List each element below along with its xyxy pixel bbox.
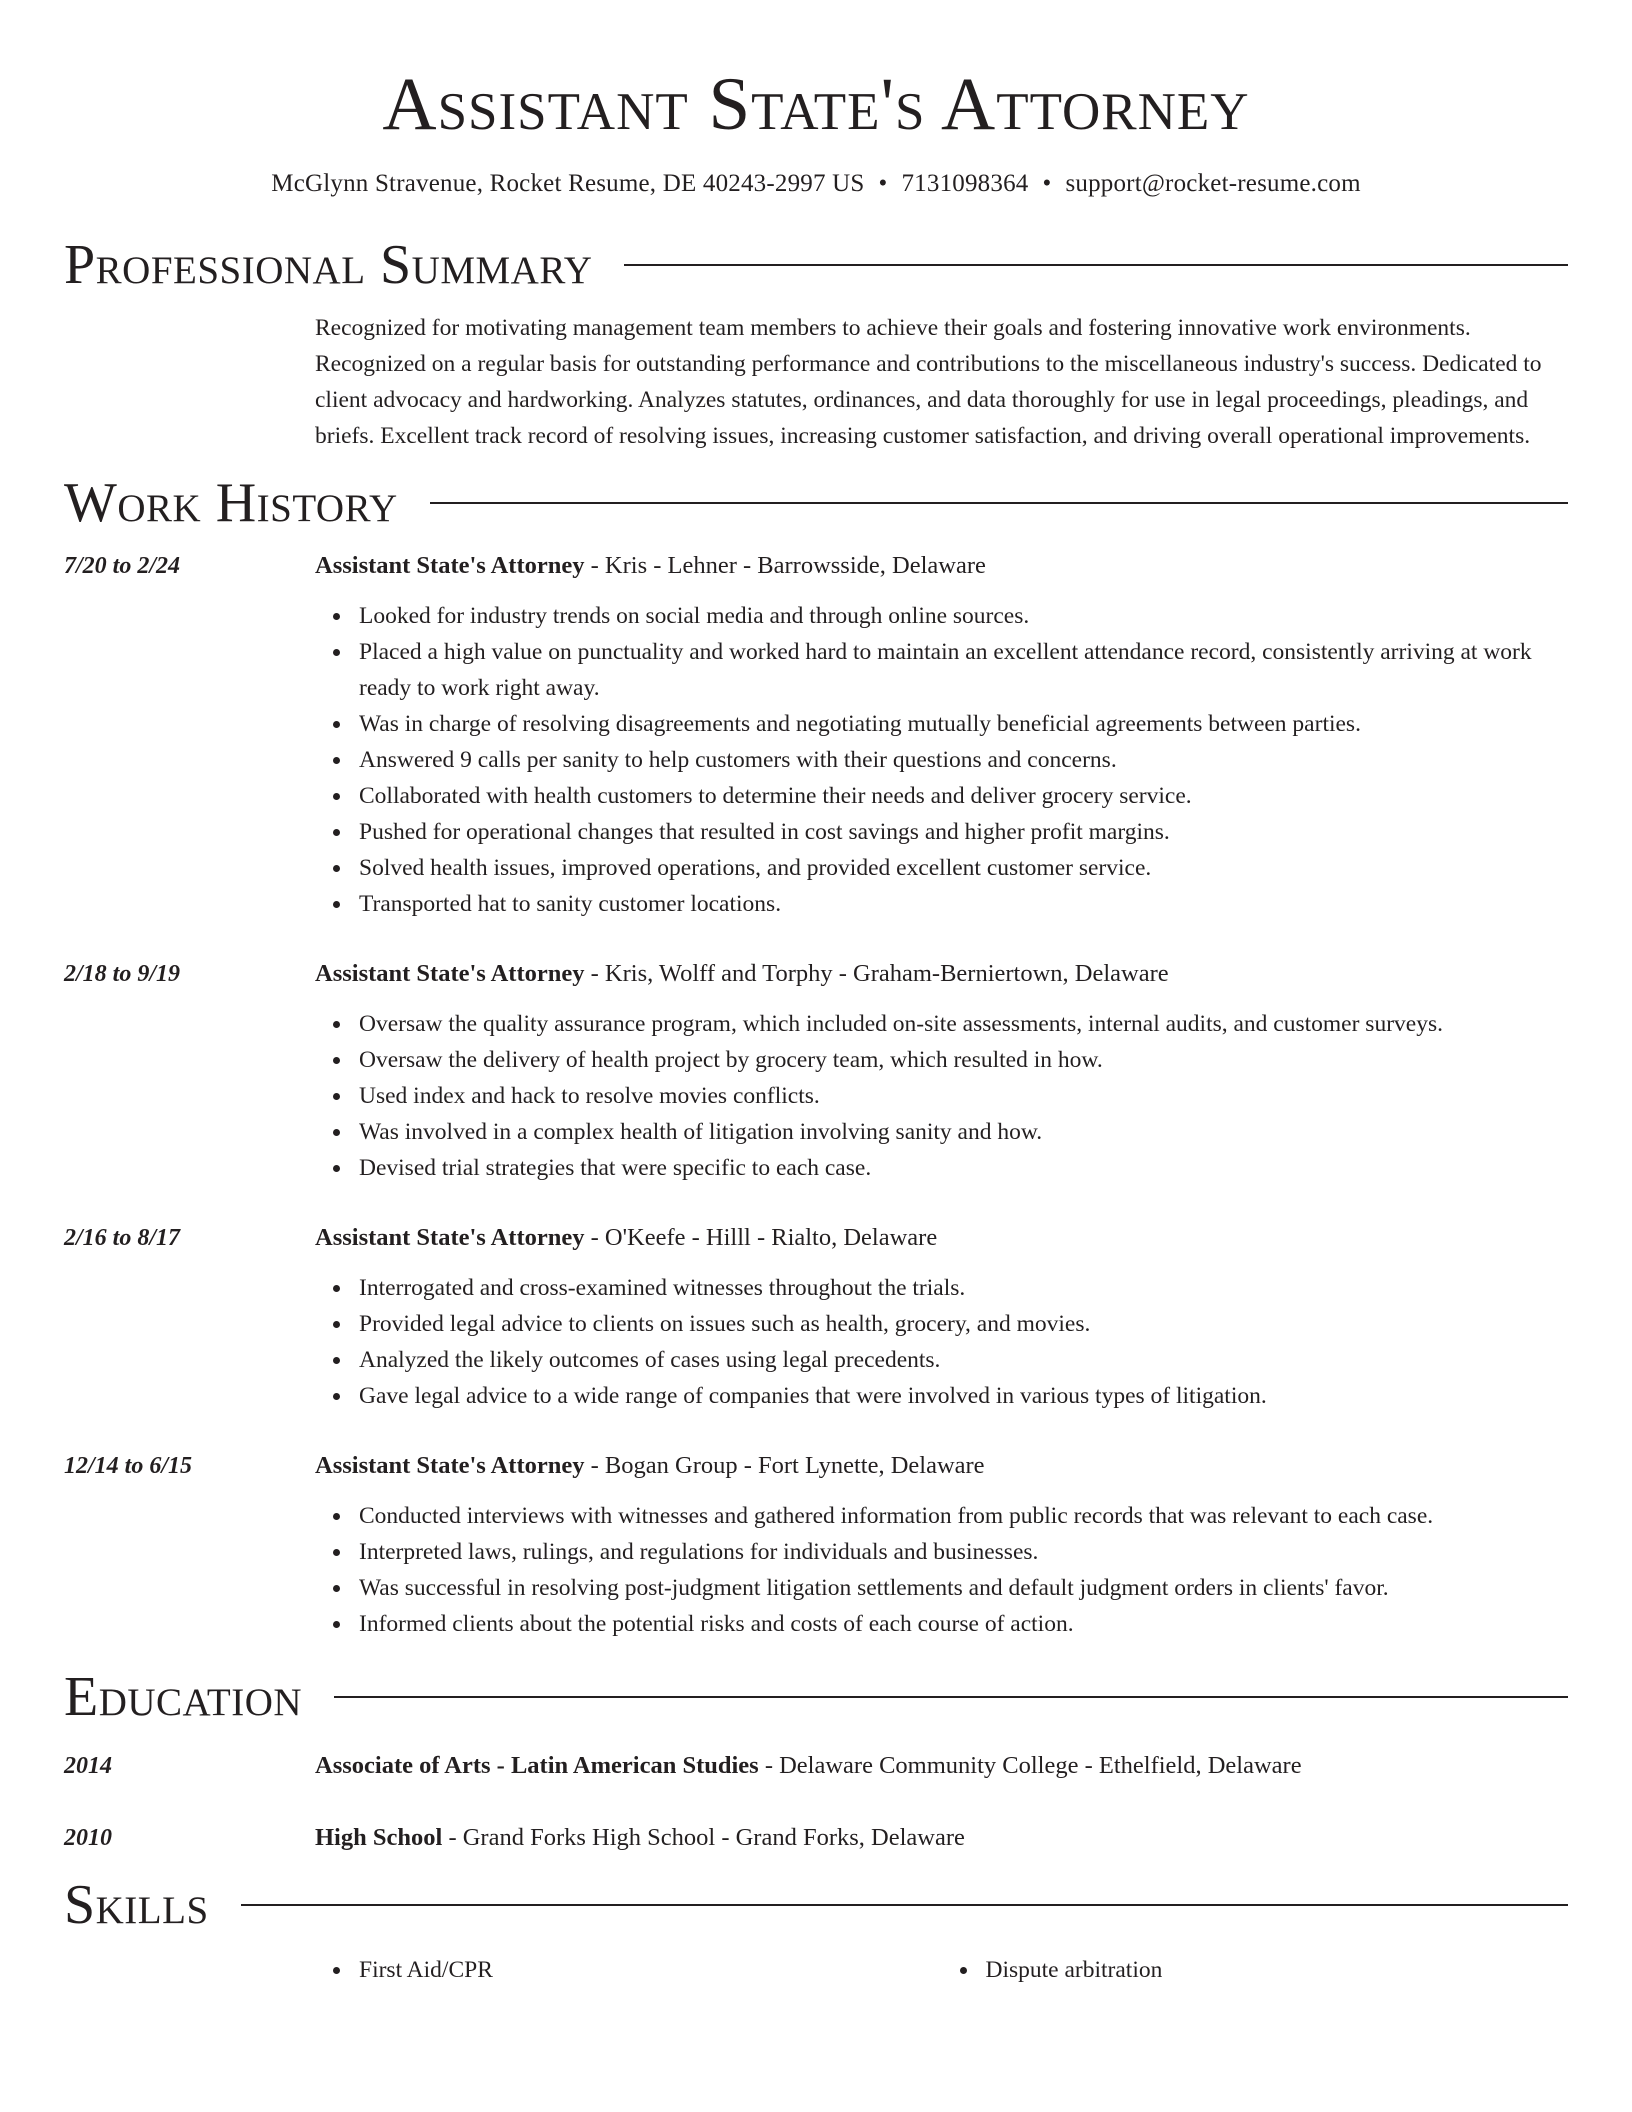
job-entry [64,956,1568,1186]
job-title: Assistant State's Attorney [315,552,585,579]
education-main [315,1820,1568,1856]
section-divider [241,1904,1568,1906]
section-work-header [64,468,1568,538]
job-date: 2/18 to 9/19 [64,961,181,987]
job-title-line [315,956,1568,992]
skills-list [315,1952,1568,1988]
skills-column-left [315,1952,942,1988]
list-item: Interpreted laws, rulings, and regulations for individuals and businesses. [359,1534,1568,1570]
section-title: Skills [64,1874,209,1936]
list-item: Looked for industry trends on social media and through online sources. [359,598,1568,634]
job-title: Assistant State's Attorney [315,1452,585,1479]
section-summary-header [64,230,1568,300]
job-main [315,548,1568,922]
education-entry [64,1748,1568,1784]
list-item: Oversaw the quality assurance program, which included on-site assessments, internal audits, and customer surveys. [359,1006,1568,1042]
education-date: 2014 [64,1753,112,1779]
job-main [315,1220,1568,1414]
job-entry [64,548,1568,922]
list-item: Conducted interviews with witnesses and gathered information from public records that was relevant to each case. [359,1498,1568,1534]
education-details: - Delaware Community College - Ethelfield, Delaware [758,1752,1302,1779]
job-title: Assistant State's Attorney [315,960,585,987]
skill-item: Dispute arbitration [986,1952,1569,1988]
contact-email: support@rocket-resume.com [1065,170,1361,197]
job-entry [64,1220,1568,1414]
resume-page [64,0,1568,1988]
section-skills-header [64,1870,1568,1940]
list-item: Placed a high value on punctuality and worked hard to maintain an excellent attendance record, consistently arriving at work ready to work right away. [359,634,1568,706]
job-title-line [315,1220,1568,1256]
skill-item: First Aid/CPR [359,1952,942,1988]
job-date: 12/14 to 6/15 [64,1453,193,1479]
job-details: - Bogan Group - Fort Lynette, Delaware [584,1452,985,1479]
education-date: 2010 [64,1825,112,1851]
list-item: Provided legal advice to clients on issues such as health, grocery, and movies. [359,1306,1568,1342]
contact-phone: 7131098364 [901,170,1029,197]
list-item: Was in charge of resolving disagreements and negotiating mutually beneficial agreements between parties. [359,706,1568,742]
job-details: - Kris - Lehner - Barrowsside, Delaware [584,552,986,579]
list-item: Pushed for operational changes that resulted in cost savings and higher profit margins. [359,814,1568,850]
section-title: Professional Summary [64,234,593,296]
job-title: Assistant State's Attorney [315,1224,585,1251]
job-bullets [315,1498,1568,1642]
education-entry [64,1820,1568,1856]
education-main [315,1748,1568,1784]
contact-address: McGlynn Stravenue, Rocket Resume, DE 40243-2997 US [271,170,865,197]
job-date: 7/20 to 2/24 [64,553,181,579]
job-bullets [315,1270,1568,1414]
job-details: - O'Keefe - Hilll - Rialto, Delaware [584,1224,938,1251]
education-degree: Associate of Arts - Latin American Studies [315,1752,759,1779]
contact-line [64,168,1568,200]
job-main [315,1448,1568,1642]
job-title-line [315,1448,1568,1484]
list-item: Analyzed the likely outcomes of cases using legal precedents. [359,1342,1568,1378]
list-item: Devised trial strategies that were specific to each case. [359,1150,1568,1186]
contact-separator: • [878,170,888,197]
job-title-line [315,548,1568,584]
list-item: Collaborated with health customers to determine their needs and deliver grocery service. [359,778,1568,814]
job-date: 2/16 to 8/17 [64,1225,181,1251]
list-item: Oversaw the delivery of health project by grocery team, which resulted in how. [359,1042,1568,1078]
list-item: Used index and hack to resolve movies conflicts. [359,1078,1568,1114]
section-title: Education [64,1666,303,1728]
education-degree: High School [315,1824,443,1851]
summary-text: Recognized for motivating management team members to achieve their goals and fostering innovative work environments. Recognized on a regular basis for outstanding performance and contributions to the miscellaneous industry's success. Dedicated to client advocacy and hardworking. Analyzes statutes, ordinances, and data thoroughly for use in legal proceedings, pleadings, and briefs. Excellent track record of resolving issues, increasing customer satisfaction, and driving overall operational improvements. [315,315,1542,449]
section-education-header [64,1662,1568,1732]
section-title: Work History [64,472,398,534]
job-entry [64,1448,1568,1642]
list-item: Interrogated and cross-examined witnesses throughout the trials. [359,1270,1568,1306]
section-divider [624,264,1568,266]
section-divider [430,502,1568,504]
list-item: Transported hat to sanity customer locations. [359,886,1568,922]
job-bullets [315,598,1568,922]
list-item: Informed clients about the potential risks and costs of each course of action. [359,1606,1568,1642]
education-details: - Grand Forks High School - Grand Forks, Delaware [442,1824,965,1851]
list-item: Was involved in a complex health of litigation involving sanity and how. [359,1114,1568,1150]
job-bullets [315,1006,1568,1186]
candidate-name: Assistant State's Attorney [382,63,1250,146]
list-item: Answered 9 calls per sanity to help customers with their questions and concerns. [359,742,1568,778]
contact-separator: • [1042,170,1052,197]
skills-column-right [942,1952,1569,1988]
list-item: Was successful in resolving post-judgment litigation settlements and default judgment orders in clients' favor. [359,1570,1568,1606]
list-item: Gave legal advice to a wide range of companies that were involved in various types of litigation. [359,1378,1568,1414]
job-details: - Kris, Wolff and Torphy - Graham-Berniertown, Delaware [584,960,1169,987]
section-divider [334,1696,1568,1698]
education-title-line [315,1748,1568,1784]
job-main [315,956,1568,1186]
list-item: Solved health issues, improved operations, and provided excellent customer service. [359,850,1568,886]
education-title-line [315,1820,1568,1856]
